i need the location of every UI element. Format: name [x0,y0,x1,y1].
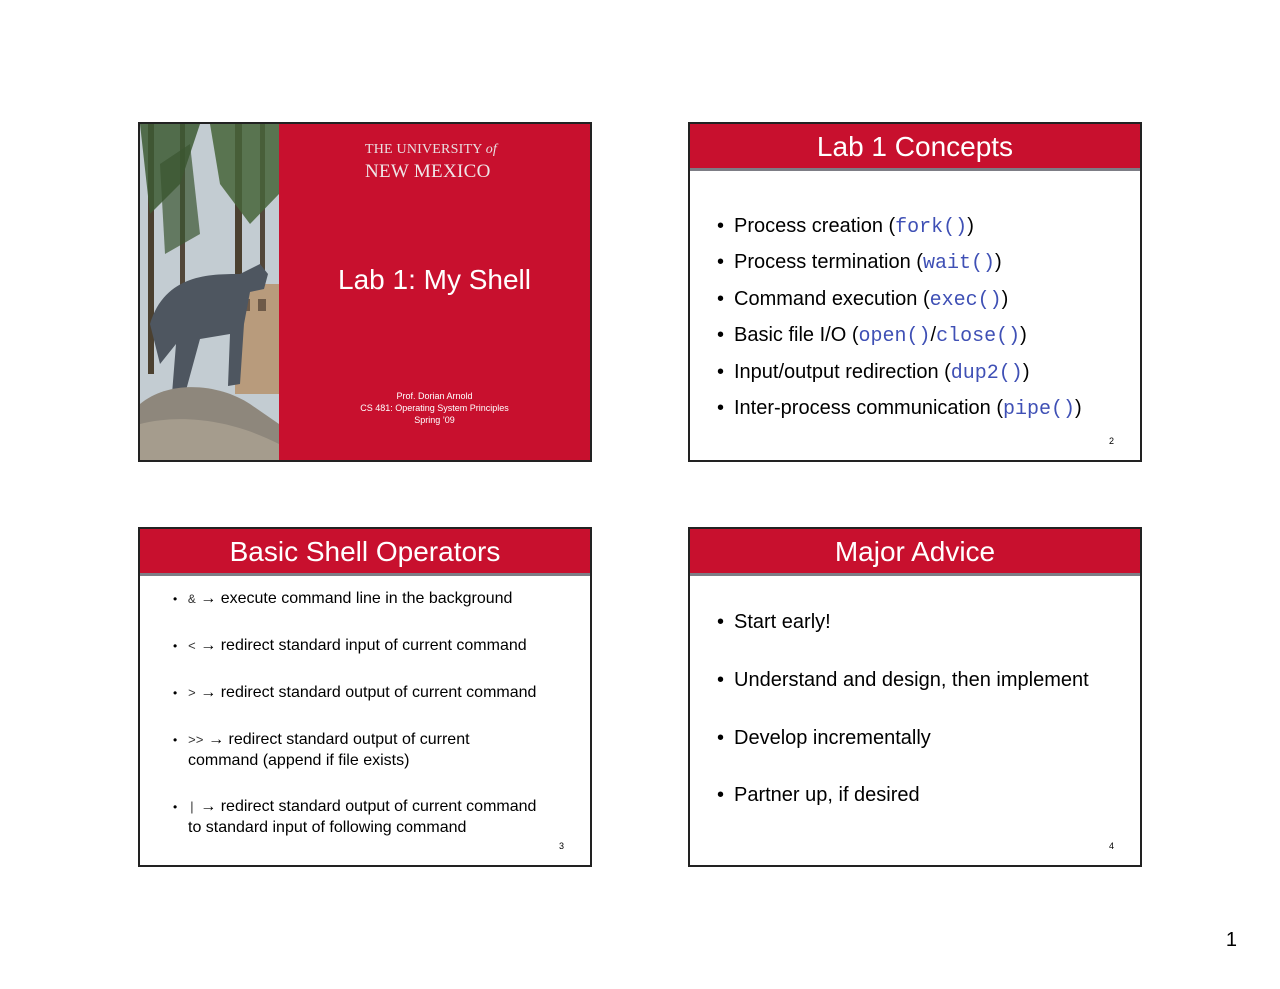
list-item: • Basic file I/O (open()/close()) [717,324,1027,349]
bullet-icon: • [717,784,725,807]
list-item: • Understand and design, then implement [717,668,1089,691]
page-number: 1 [1225,929,1237,951]
course: CS 481: Operating System Principles [360,403,509,413]
slide-major-advice [688,527,1142,867]
slide-lab1-concepts [688,122,1142,462]
list-item: • Develop incrementally [717,726,931,749]
list-item: • Command execution (exec()) [717,287,1009,312]
slide-title [138,122,592,462]
slide-main-title: Lab 1: My Shell [338,264,531,295]
list-item: • | → redirect standard output of current command to standard input of following command [173,798,537,836]
bullet-icon: • [717,396,725,419]
slide-shell-operators [138,527,592,867]
list-item: • Input/output redirection (dup2()) [717,360,1030,385]
bullet-icon: • [173,686,178,700]
wolf-statue-photo [140,124,279,460]
bullet-icon: • [173,733,178,747]
slide-title: Lab 1 Concepts [690,124,1140,171]
slide-title: Basic Shell Operators [140,529,590,576]
term: Spring ’09 [414,415,455,425]
university-name-line2: NEW MEXICO [365,161,491,182]
university-name-line1: THE UNIVERSITY of [365,142,497,157]
list-item: • > → redirect standard output of current command [173,684,537,701]
bullet-icon: • [717,324,725,347]
slide-credits [279,390,590,426]
author: Prof. Dorian Arnold [396,391,473,401]
slide-title: Major Advice [690,529,1140,576]
bullet-icon: • [717,287,725,310]
bullet-icon: • [173,592,178,606]
list-item: • Start early! [717,611,831,633]
bullet-icon: • [717,251,725,274]
advice-list [717,610,1089,841]
bullet-icon: • [717,726,725,749]
list-item: • Inter-process communication (pipe()) [717,396,1082,421]
list-item: • Process creation (fork()) [717,215,974,239]
list-item: • & → execute command line in the background [173,590,513,607]
concepts-list [717,214,1082,432]
title-panel [279,124,590,460]
operators-list [173,589,537,864]
bullet-icon: • [717,668,725,691]
bullet-icon: • [717,611,725,633]
bullet-icon: • [717,360,725,383]
bullet-icon: • [173,639,178,653]
list-item: • < → redirect standard input of current command [173,637,527,654]
slide-number: 2 [1108,436,1114,446]
slide-number: 3 [558,841,564,851]
slide-number: 4 [1108,841,1114,851]
list-item: • Partner up, if desired [717,784,920,807]
list-item: • >> → redirect standard output of current command (append if file exists) [173,731,470,769]
bullet-icon: • [173,800,178,814]
list-item: • Process termination (wait()) [717,251,1002,276]
bullet-icon: • [717,215,725,237]
